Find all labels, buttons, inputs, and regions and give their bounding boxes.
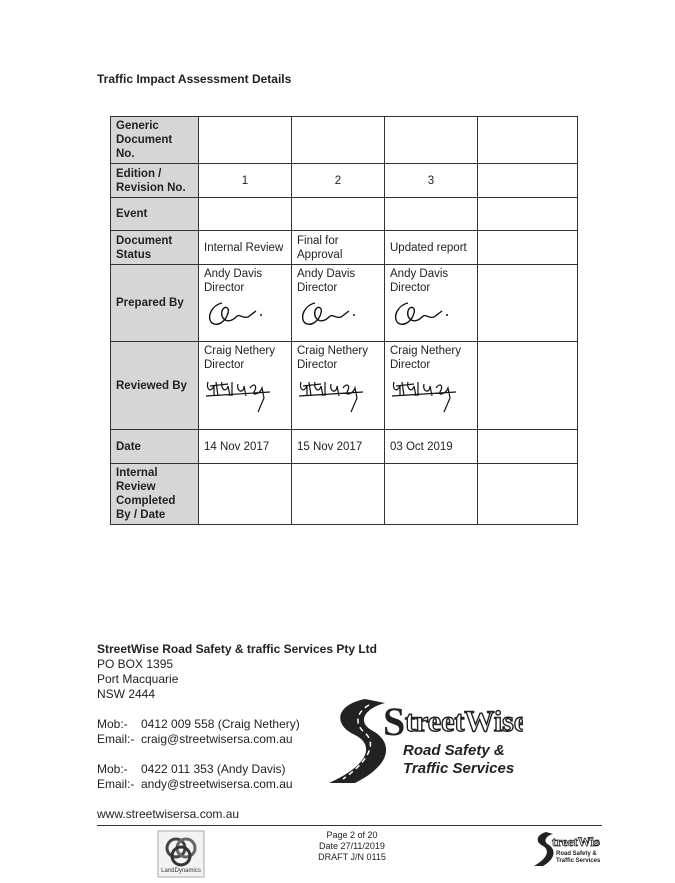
logo-small-line3: Traffic Services bbox=[556, 858, 600, 864]
table-row bbox=[111, 164, 578, 198]
prepared-name: Andy Davis bbox=[204, 268, 263, 280]
table-row bbox=[111, 430, 578, 464]
cell bbox=[199, 198, 292, 231]
address-line: Port Macquarie bbox=[97, 672, 179, 686]
cell bbox=[292, 117, 385, 164]
cell bbox=[292, 198, 385, 231]
table-row bbox=[111, 117, 578, 164]
edition-2: 2 bbox=[292, 164, 385, 198]
cell bbox=[478, 464, 578, 525]
website-link[interactable]: www.streetwisersa.com.au bbox=[97, 807, 240, 821]
company-name: StreetWise Road Safety & traffic Services Pty Ltd bbox=[97, 642, 377, 656]
signature-andy bbox=[204, 297, 286, 329]
streetwise-logo bbox=[325, 695, 523, 787]
row-label-status: Document Status bbox=[111, 231, 199, 265]
cell bbox=[478, 430, 578, 464]
row-label-event: Event bbox=[111, 198, 199, 231]
signature-andy bbox=[390, 297, 472, 329]
draft-label: DRAFT J/N 0115 bbox=[318, 852, 386, 862]
row-label-prepared: Prepared By bbox=[111, 265, 199, 342]
reviewed-name: Craig Nethery bbox=[297, 345, 368, 357]
email-andy[interactable]: Email:- andy@streetwisersa.com.au bbox=[97, 777, 293, 791]
cell bbox=[478, 117, 578, 164]
cell bbox=[478, 342, 578, 430]
prepared-name: Andy Davis bbox=[297, 268, 356, 280]
status-1: Internal Review bbox=[199, 231, 292, 265]
edition-3: 3 bbox=[385, 164, 478, 198]
logo-line2: Road Safety & bbox=[403, 742, 505, 759]
table-row bbox=[111, 198, 578, 231]
date-2: 15 Nov 2017 bbox=[292, 430, 385, 464]
cell bbox=[385, 117, 478, 164]
prepared-role: Director bbox=[390, 282, 431, 294]
table-row bbox=[111, 342, 578, 430]
cell bbox=[478, 164, 578, 198]
reviewed-role: Director bbox=[297, 359, 338, 371]
prepared-role: Director bbox=[204, 282, 245, 294]
streetwise-logo-small bbox=[532, 830, 600, 868]
landdynamics-text: LandDynamics bbox=[161, 868, 201, 874]
assessment-table bbox=[110, 116, 578, 525]
cell bbox=[199, 464, 292, 525]
table-row bbox=[111, 265, 578, 342]
row-label-date: Date bbox=[111, 430, 199, 464]
cell bbox=[385, 464, 478, 525]
mobile-craig: Mob:- 0412 009 558 (Craig Nethery) bbox=[97, 717, 300, 731]
reviewed-role: Director bbox=[390, 359, 431, 371]
reviewed-cell bbox=[292, 342, 385, 430]
logo-brand: treetWise bbox=[405, 705, 523, 738]
prepared-cell bbox=[199, 265, 292, 342]
reviewed-role: Director bbox=[204, 359, 245, 371]
reviewed-name: Craig Nethery bbox=[390, 345, 461, 357]
logo-line3: Traffic Services bbox=[403, 760, 515, 777]
page-title: Traffic Impact Assessment Details bbox=[97, 72, 292, 86]
reviewed-cell bbox=[385, 342, 478, 430]
cell bbox=[478, 198, 578, 231]
row-label-edition: Edition / Revision No. bbox=[111, 164, 199, 198]
address-line: NSW 2444 bbox=[97, 687, 156, 701]
logo-s: S bbox=[383, 699, 406, 744]
page-number: Page 2 of 20 bbox=[326, 830, 378, 840]
status-3: Updated report bbox=[385, 231, 478, 265]
cell bbox=[478, 265, 578, 342]
cell bbox=[292, 464, 385, 525]
cell bbox=[199, 117, 292, 164]
mobile-andy: Mob:- 0422 011 353 (Andy Davis) bbox=[97, 762, 286, 776]
signature-andy bbox=[297, 297, 379, 329]
row-label-generic: Generic Document No. bbox=[111, 117, 199, 164]
logo-small-line2: Road Safety & bbox=[556, 851, 597, 857]
prepared-role: Director bbox=[297, 282, 338, 294]
date-3: 03 Oct 2019 bbox=[385, 430, 478, 464]
address-line: PO BOX 1395 bbox=[97, 657, 174, 671]
prepared-cell bbox=[292, 265, 385, 342]
cell bbox=[478, 231, 578, 265]
prepared-name: Andy Davis bbox=[390, 268, 449, 280]
signature-craig bbox=[297, 374, 379, 406]
logo-small-brand: treetWise bbox=[552, 834, 600, 849]
row-label-reviewed: Reviewed By bbox=[111, 342, 199, 430]
reviewed-name: Craig Nethery bbox=[204, 345, 275, 357]
prepared-cell bbox=[385, 265, 478, 342]
signature-craig bbox=[204, 374, 286, 406]
table-row bbox=[111, 231, 578, 265]
status-2: Final for Approval bbox=[292, 231, 385, 265]
page-info bbox=[312, 830, 392, 863]
landdynamics-logo bbox=[157, 830, 205, 878]
edition-1: 1 bbox=[199, 164, 292, 198]
row-label-internal: Internal Review Completed By / Date bbox=[111, 464, 199, 525]
date-1: 14 Nov 2017 bbox=[199, 430, 292, 464]
email-craig[interactable]: Email:- craig@streetwisersa.com.au bbox=[97, 732, 293, 746]
footer-divider bbox=[97, 825, 602, 826]
cell bbox=[385, 198, 478, 231]
table-row bbox=[111, 464, 578, 525]
signature-craig bbox=[390, 374, 472, 406]
reviewed-cell bbox=[199, 342, 292, 430]
footer-date: Date 27/11/2019 bbox=[319, 841, 385, 851]
